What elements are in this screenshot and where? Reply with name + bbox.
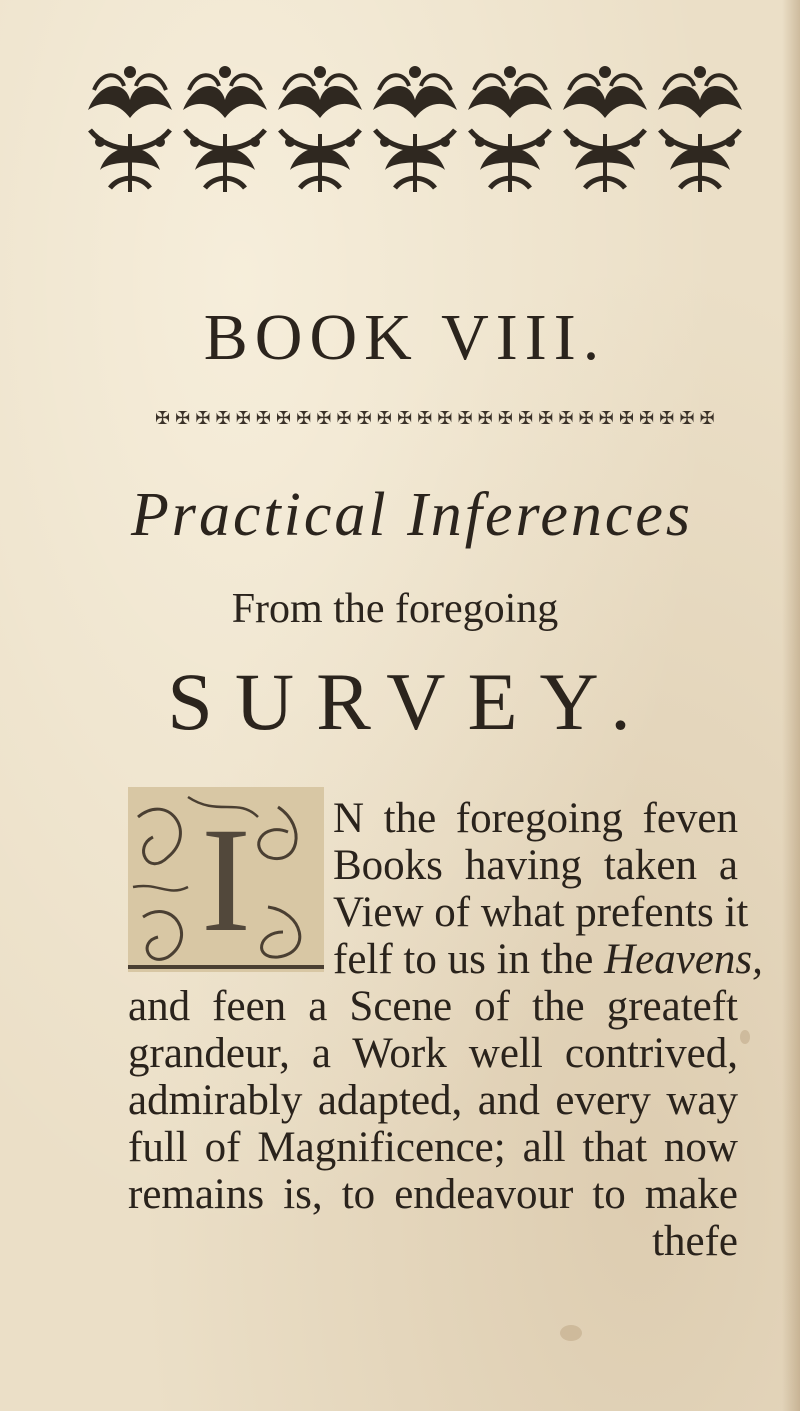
text-line: admirably adapted, and every way	[128, 1077, 738, 1124]
header-ornament-icon	[80, 60, 750, 200]
text-line: and feen a Scene of the greateft	[128, 983, 738, 1030]
cross-ornament-rule-icon: ✠ ✠ ✠ ✠ ✠ ✠ ✠ ✠ ✠ ✠ ✠ ✠ ✠ ✠ ✠ ✠ ✠ ✠ ✠ ✠ ✠ ✠ ✠ ✠ ✠ ✠ ✠ ✠	[155, 408, 715, 429]
text-line	[333, 936, 763, 983]
text-line: View of what prefents it	[333, 889, 749, 936]
italic-word: Heavens,	[604, 936, 763, 983]
paper-stain	[740, 1030, 750, 1044]
text-line: full of Magnificence; all that now	[128, 1124, 738, 1171]
text-line: Books having taken a	[333, 842, 738, 889]
paper-stain	[560, 1325, 582, 1341]
book-heading: BOOK VIII.	[203, 301, 607, 374]
text-line: N the foregoing feven	[333, 795, 738, 842]
text-segment: felf to us in the	[333, 936, 594, 983]
text-line: thefe	[652, 1218, 738, 1265]
chapter-from-line: From the foregoing	[231, 586, 559, 632]
chapter-survey-word: SURVEY.	[167, 656, 653, 747]
chapter-subtitle: Practical Inferences	[130, 481, 694, 549]
text-line: grandeur, a Work well contrived,	[128, 1030, 738, 1077]
text-line: remains is, to endeavour to make	[128, 1171, 738, 1218]
drop-cap-letter: I	[201, 796, 251, 963]
drop-cap-initial	[128, 787, 324, 972]
